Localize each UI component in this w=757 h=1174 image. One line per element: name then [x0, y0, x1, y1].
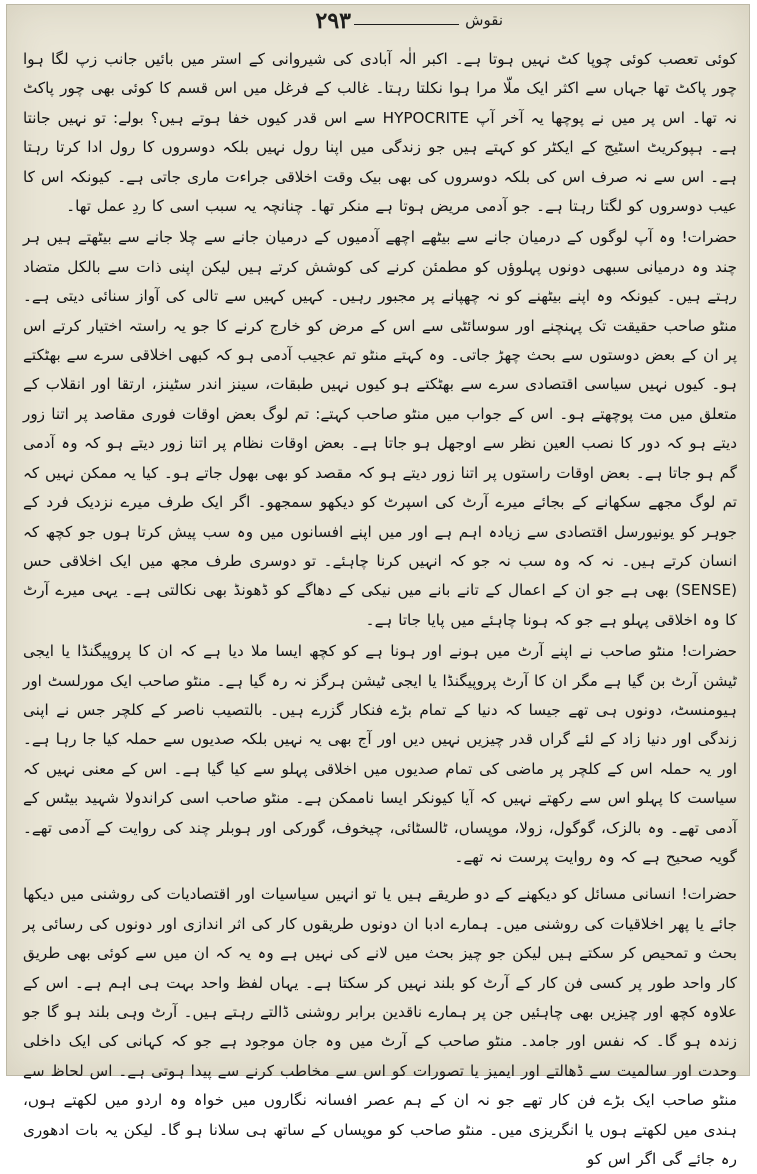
journal-title: نقوش — [465, 11, 503, 29]
page-number: ۲۹۳ — [315, 8, 351, 34]
book-page — [6, 4, 750, 1169]
header-rule — [354, 24, 459, 25]
paragraph: حضرات! انسانی مسائل کو دیکھنے کے دو طریقے ہیں یا تو انہیں سیاسیات اور اقتصادیات کی روشنی میں دیکھا جائے یا پھر اخلاقیات کی روشنی میں۔ ہمارے ادبا ان دونوں طریقوں کار کی اثر اندازی اور دونوں کی رسائی پر بحث و تمحیص کر سکتے ہیں لیکن جو چیز بحث میں لانے کی نہیں ہے وہ یہ کہ ان میں سے کوئی بھی طریق کار واحد طور پر کسی فن کار کے آرٹ کو بلند نہیں کر سکتا ہے۔ یہاں لفظ واحد بہت ہی اہم ہے۔ اس کے علاوہ کچھ اور چیزیں بھی چاہئیں جن پر ہمارے ناقدین برابر روشنی ڈالتے رہتے ہیں۔ آرٹ وہی بلند ہو گا جو زندہ ہو گا۔ کہ نفس اور جامد۔ منٹو صاحب کے آرٹ میں وہ جان موجود ہے جو کہ کہانی کی ایک داخلی وحدت اور سالمیت سے ڈھالتے اور ایمیز یا تصورات کو اس سے مخاطب کرنے سے پیدا ہوتی ہے۔ اس لحاظ سے منٹو صاحب ایک بڑے فن کار تھے جو نہ ان کے ہم عصر افسانہ نگاروں میں خواہ وہ اردو میں لکھتے ہوں، ہندی میں لکھتے ہوں یا انگریزی میں۔ منٹو صاحب کو موپساں کے ساتھ ہی سلانا ہو گا۔ لیکن یہ بات ادھوری رہ جائے گی اگر اس کو — [23, 885, 737, 1169]
paragraph: حضرات! منٹو صاحب نے اپنے آرٹ میں ہونے اور ہونا ہے کو کچھ ایسا ملا دیا ہے کہ ان کا پروپیگنڈا یا ایجی ٹیشن آرٹ بن گیا ہے مگر ان کا آرٹ پروپیگنڈا یا ایجی ٹیشن ہرگز نہ رہ گیا ہے۔ منٹو صاحب ایک مورلسٹ اور ہیومنسٹ، دونوں ہی تھے جیسا کہ دنیا کے تمام بڑے فنکار گزرے ہیں۔ بالتصیب ناصر کے کلچر جس نے اپنی زندگی اور دنیا زاد کے لئے گراں قدر چیزیں نہیں دیں اور آج بھی یہ نہیں بلکہ صدیوں سے حملہ کیا جا رہا ہے۔ اور یہ حملہ اس کے کلچر پر ماضی کی تمام صدیوں میں اخلاقی پہلو سے کیا گیا ہے۔ اس کے معنی نہیں کہ سیاست کا پہلو اس سے رکھتے نہیں کہ آیا کیونکر ایسا ناممکن ہے۔ منٹو صاحب اسی کراندولا شہید بیٹس کے آدمی تھے۔ وہ بالزک، گوگول، زولا، موپساں، ٹالسٹائی، چیخوف، گورکی اور ہوبلر چند کی روایت کے آدمی تھے۔ گویہ صحیح ہے کہ وہ روایت پرست نہ تھے۔ — [23, 642, 737, 866]
paragraph: حضرات! وہ آپ لوگوں کے درمیان جانے سے بیٹھے اچھے آدمیوں کے درمیان جانے سے چلا جانے سے بیٹھتے ہیں ہر چند وہ درمیانی سبھی دونوں پہلوؤں کو مطمئن کرنے کی کوشش کرتے ہیں لیکن اپنی ذات سے بالکل متضاد رہتے ہیں۔ کیونکہ وہ اپنے بیٹھنے کو نہ چھپانے پر مجبور رہیں۔ کہیں کہیں سے تالی کی آواز سنائی دیتی ہے۔ منٹو صاحب حقیقت تک پہنچنے اور سوسائٹی سے اس کے مرض کو خارج کرنے کا جو یہ راستہ اختیار کرتے اس پر ان کے بعض دوستوں سے بحث چھڑ جاتی۔ وہ کہتے منٹو تم عجیب آدمی ہو کہ کبھی اخلاقی سرے سے بھٹکتے ہو۔ کیوں نہیں سیاسی اقتصادی سرے سے بھٹکتے ہو کیوں نہیں طبقات، سینز اندر سٹینز، ارتقا اور انقلاب کے متعلق میں مت پوچھتے ہو۔ اس کے جواب میں منٹو صاحب کہتے: تم لوگ بعض اوقات فوری مقاصد پر اتنا زور دیتے ہو کہ دور کا نصب العین نظر سے اوجھل ہو جاتا ہے۔ بعض اوقات نظام پر اتنا زور دیتے ہو کہ وہ آدمی گم ہو جاتا ہے۔ بعض اوقات راستوں پر اتنا زور دیتے ہو کہ مقصد کو بھی بھول جاتے ہو۔ کیا یہ ممکن نہیں کہ تم لوگ مجھے سکھانے کے بجائے میرے آرٹ کی اسپرٹ کو دیکھو سمجھو۔ اگر ایک طرف میرے نزدیک فرد کے جوہر کو یونیورسل اقتصادی سے زیادہ اہم ہے اور میں اپنے افسانوں میں وہ سب پیش کرتا ہوں جو کچھ کہ انسان کرتے ہیں۔ نہ کہ وہ سب نہ جو کہ انہیں کرنا چاہئے۔ تو دوسری طرف مجھ میں ایک اخلاقی حس (SENSE) بھی ہے جو ان کے اعمال کے تانے بانے میں نیکی کے دھاگے کو ڈھونڈ بھی نکالتی ہے۔ یہی میرے آرٹ کا وہ اخلاقی پہلو ہے جو کہ ہونا چاہئے میں پایا جاتا ہے۔ — [23, 228, 737, 629]
paragraph: کوئی تعصب کوئی چوپا کٹ نہیں ہوتا ہے۔ اکبر الٰہ آبادی کی شیروانی کے استر میں بائیں جانب زپ لگا ہوا چور پاکٹ تھا جہاں سے اکثر ایک ملّا مرا ہوا نکلتا رہتا۔ غالب کے فرغل میں اس قسم کا کوئی بھی چور پاکٹ نہ تھا۔ اس پر میں نے پوچھا یہ آخر آپ HYPOCRITE سے اس قدر کیوں خفا ہوتے ہیں؟ بولے: تو نہیں جانتا ہے۔ ہپوکریٹ اسٹیج کے ایکٹر کو کہتے ہیں جو زندگی میں اپنا رول نہیں بلکہ دوسروں کا رول ادا کرتا رہتا ہے۔ اس سے نہ صرف اس کی بلکہ دوسروں کی بھی بیک وقت اخلاقی جراءت ماری جاتی ہے۔ کیونکہ اس کا عیب دوسروں کو لگتا رہتا ہے۔ جو آدمی مریض ہوتا ہے منکر تھا۔ چنانچہ یہ سبب اسی کا ردِ عمل تھا۔ — [23, 50, 737, 216]
page-header — [7, 7, 749, 37]
article-body — [23, 45, 737, 1174]
